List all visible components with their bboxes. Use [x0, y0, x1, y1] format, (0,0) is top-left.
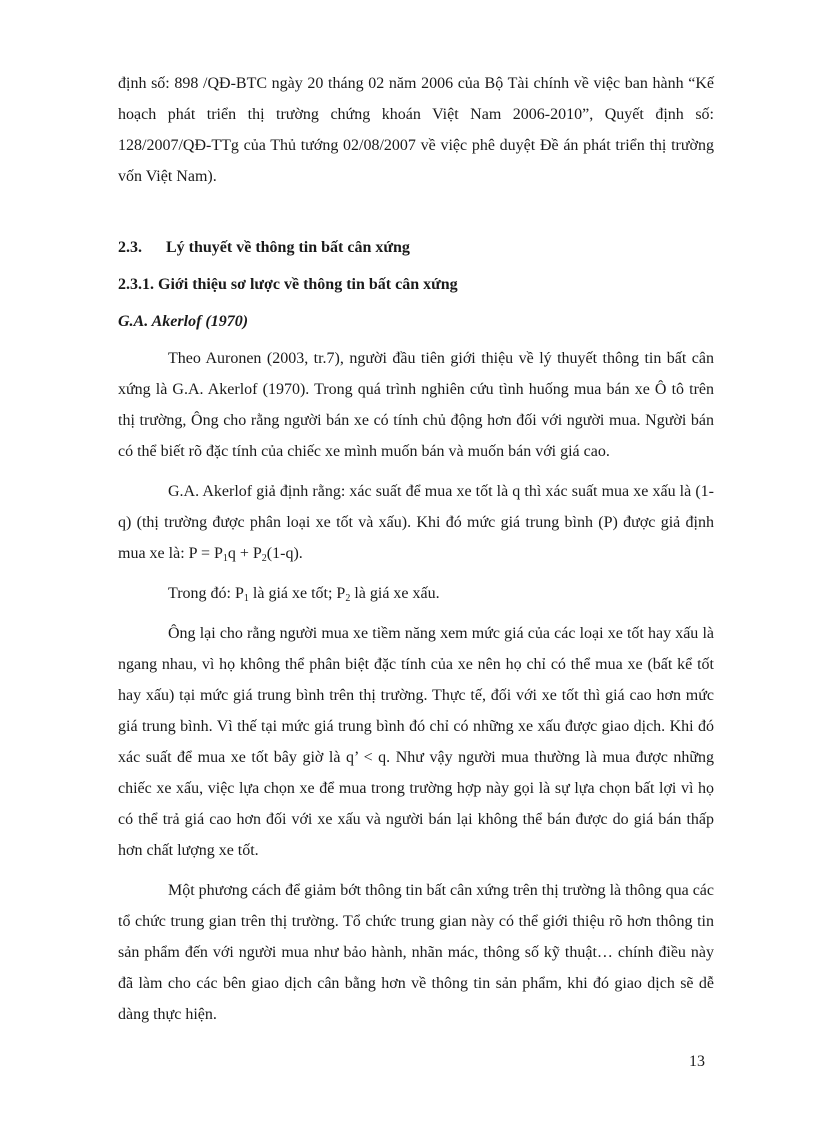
assumption-paragraph: [118, 476, 714, 569]
page-number: 13: [689, 1053, 705, 1070]
buyer-paragraph: Ông lại cho rằng người mua xe tiềm năng xem mức giá của các loại xe tốt hay xấu là ngang nhau, vì họ không thể phân biệt đặc tính của xe nên họ chỉ có thể mua xe (bất kể tốt hay xấu) tại mức giá trung bình trên thị trường. Thực tế, đối với xe tốt thì giá cao hơn mức giá trung bình. Vì thế tại mức giá trung bình đó chỉ có những xe xấu được giao dịch. Khi đó xác suất để mua xe tốt bây giờ là q’ < q. Như vậy người mua thường là mua được những chiếc xe xấu, việc lựa chọn xe để mua trong trường hợp này gọi là sự lựa chọn bất lợi vì họ có thể trả giá cao hơn đối với xe xấu và người bán lại không thể bán được do giá bán thấp hơn chất lượng xe tốt.: [118, 625, 714, 859]
definition-text-end: là giá xe xấu.: [350, 585, 440, 602]
definition-text: Trong đó: P: [168, 585, 244, 602]
section-number: 2.3.: [118, 239, 142, 256]
subscript-p2: 2: [261, 553, 267, 564]
section-heading: [118, 232, 714, 263]
intermediary-paragraph: Một phương cách để giảm bớt thông tin bất cân xứng trên thị trường là thông qua các tổ chức trung gian trên thị trường. Tổ chức trung gian này có thể giới thiệu rõ hơn thông tin sản phẩm đến với người mua như bảo hành, nhãn mác, thông số kỹ thuật… chính điều này đã làm cho các bên giao dịch cân bằng hơn về thông tin sản phẩm, khi đó giao dịch sẽ dễ dàng thực hiện.: [118, 882, 714, 1023]
section-title: Lý thuyết về thông tin bất cân xứng: [166, 239, 410, 256]
document-page: [118, 68, 714, 1030]
assumption-text-end: (1-q).: [266, 545, 303, 562]
definition-text-mid: là giá xe tốt; P: [248, 585, 346, 602]
subscript-p1: 1: [222, 553, 228, 564]
author-heading: G.A. Akerlof (1970): [118, 313, 249, 330]
intro-paragraph: định số: 898 /QĐ-BTC ngày 20 tháng 02 năm 2006 của Bộ Tài chính về việc ban hành “Kế hoạch phát triển thị trường chứng khoán Việt Nam 2006-2010”, Quyết định số: 128/2007/QĐ-TTg của Thủ tướng 02/08/2007 về việc phê duyệt Đề án phát triển thị trường vốn Việt Nam).: [118, 75, 714, 185]
assumption-text: G.A. Akerlof giả định rằng: xác suất để mua xe tốt là q thì xác suất mua xe xấu là (1-q) (thị trường được phân loại xe tốt và xấu). Khi đó mức giá trung bình (P) được giả định mua xe là: P = P: [118, 483, 714, 562]
definition-paragraph: [118, 578, 714, 609]
subscript-p2-def: 2: [345, 593, 351, 604]
subscript-p1-def: 1: [243, 593, 249, 604]
assumption-text-mid: q + P: [227, 545, 262, 562]
subsection-heading: 2.3.1. Giới thiệu sơ lược về thông tin bất cân xứng: [118, 276, 458, 293]
akerlof-intro-paragraph: Theo Auronen (2003, tr.7), người đầu tiên giới thiệu về lý thuyết thông tin bất cân xứng là G.A. Akerlof (1970). Trong quá trình nghiên cứu tình huống mua bán xe Ô tô trên thị trường, Ông cho rằng người bán xe có tính chủ động hơn đối với người mua. Người bán có thể biết rõ đặc tính của chiếc xe mình muốn bán và muốn bán với giá cao.: [118, 350, 714, 460]
